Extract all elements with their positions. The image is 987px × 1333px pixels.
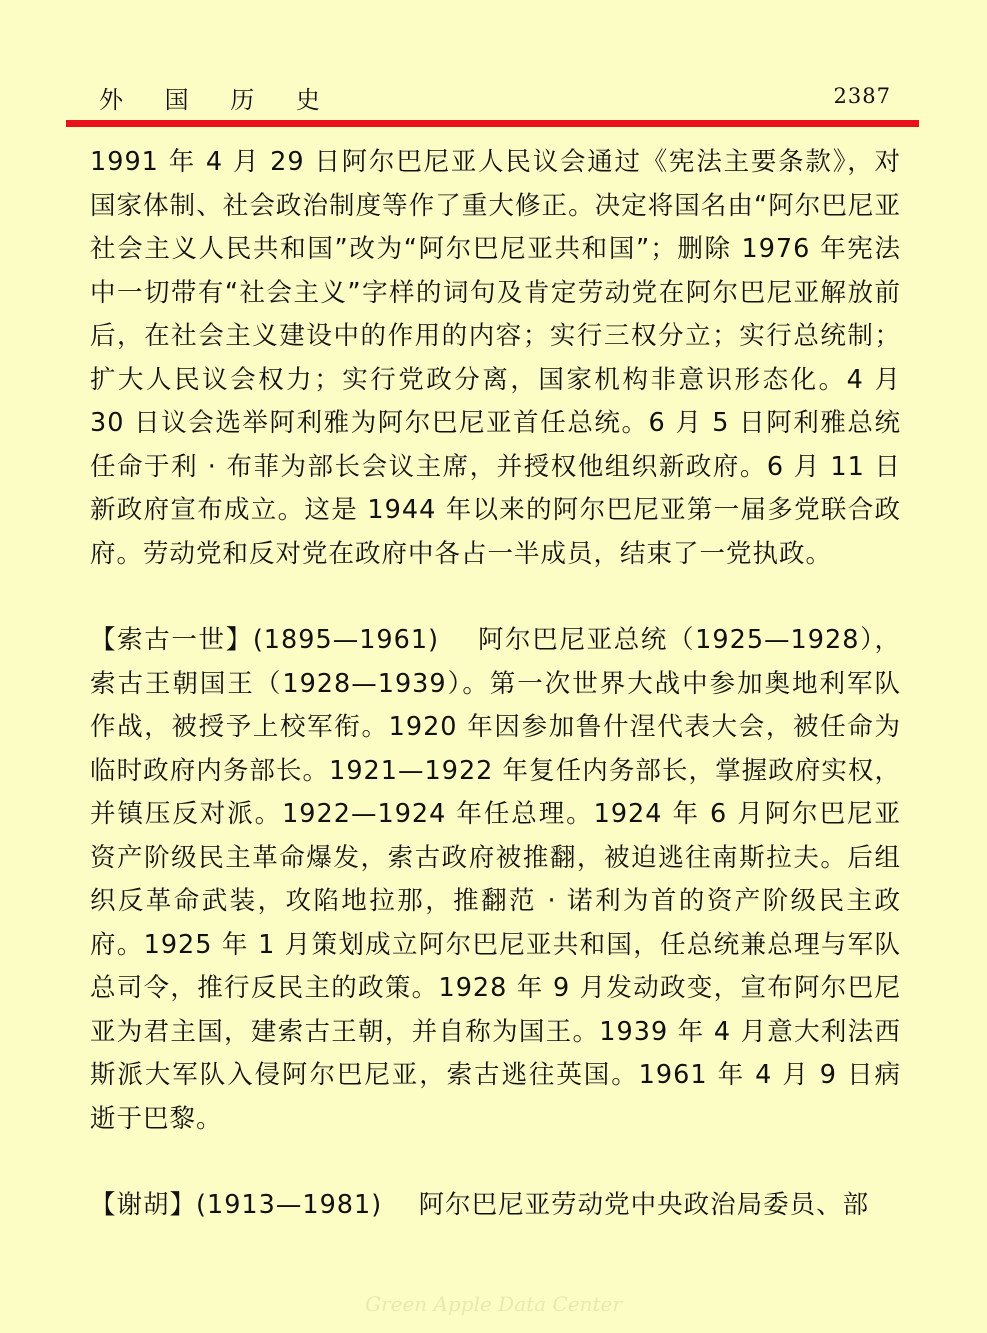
entry-dates: (1895—1961) — [252, 625, 440, 655]
entry-headword: 【索古一世】 — [90, 625, 253, 655]
entry-shehu — [90, 1184, 901, 1228]
entry-sogu-i — [90, 619, 901, 1141]
watermark: Green Apple Data Center — [365, 1292, 622, 1316]
page-body — [90, 141, 901, 1228]
paragraph: 1991 年 4 月 29 日阿尔巴尼亚人民议会通过《宪法主要条款》，对国家体制、社会政治制度等作了重大修正。决定将国名由“阿尔巴尼亚社会主义人民共和国”改为“阿尔巴尼亚共和国”；删除 1976 年宪法中一切带有“社会主义”字样的词句及肯定劳动党在阿尔巴尼亚解放前后，在社会主义建设中的作用的内容；实行三权分立；实行总统制；扩大人民议会权力；实行党政分离，国家机构非意识形态化。4 月 30 日议会选举阿利雅为阿尔巴尼亚首任总统。6 月 5 日阿利雅总统任命于利 · 布菲为部长会议主席，并授权他组织新政府。6 月 11 日新政府宣布成立。这是 1944 年以来的阿尔巴尼亚第一届多党联合政府。劳动党和反对党在政府中各占一半成员，结束了一党执政。 — [90, 147, 901, 569]
entry-dates: (1913—1981) — [196, 1190, 383, 1220]
page-header — [0, 0, 987, 130]
page-number: 2387 — [833, 84, 891, 108]
entry-body: 阿尔巴尼亚总统（1925—1928），索古王朝国王（1928—1939）。第一次世界大战中参加奥地利军队作战，被授予上校军衔。1920 年因参加鲁什涅代表大会，被任命为临时政府内务部长。1921—1922 年复任内务部长，掌握政府实权，并镇压反对派。1922—1924 年任总理。1924 年 6 月阿尔巴尼亚资产阶级民主革命爆发，索古政府被推翻，被迫逃往南斯拉夫。后组织反革命武装，攻陷地拉那，推翻范 · 诺利为首的资产阶级民主政府。1925 年 1 月策划成立阿尔巴尼亚共和国，任总统兼总理与军队总司令，推行反民主的政策。1928 年 9 月发动政变，宣布阿尔巴尼亚为君主国，建索古王朝，并自称为国王。1939 年 4 月意大利法西斯派大军队入侵阿尔巴尼亚，索古逃往英国。1961 年 4 月 9 日病逝于巴黎。 — [90, 625, 901, 1134]
entry-spacer — [382, 1190, 418, 1220]
section-title: 外 国 历 史 — [99, 86, 337, 114]
entry-headword: 【谢胡】 — [90, 1190, 197, 1220]
entry-spacer — [439, 625, 478, 655]
header-rule — [66, 120, 919, 127]
entry-body: 阿尔巴尼亚劳动党中央政治局委员、部 — [418, 1190, 870, 1220]
